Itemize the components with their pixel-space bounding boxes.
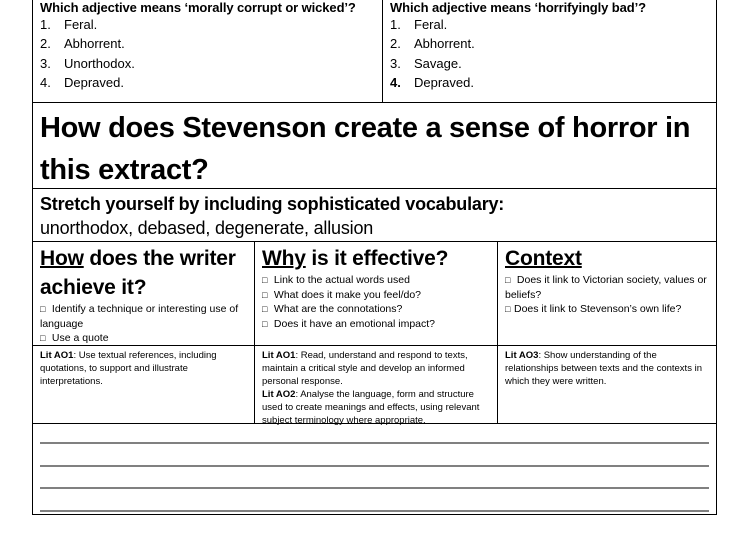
column-heading	[505, 244, 710, 273]
quiz-option[interactable]	[40, 15, 382, 34]
option-text: Feral.	[414, 17, 448, 32]
writing-area[interactable]	[33, 424, 716, 514]
quiz-option[interactable]	[40, 34, 382, 53]
context-column	[498, 242, 716, 345]
option-number: 3.	[40, 55, 51, 71]
ao-label: Lit AO1	[40, 350, 74, 361]
title-row	[33, 103, 716, 189]
column-heading	[262, 244, 491, 273]
bullet-text: What are the connotations?	[273, 303, 403, 316]
how-column	[33, 242, 255, 345]
ao-item	[262, 388, 491, 427]
bullet-text: What does it make you feel/do?	[273, 288, 422, 301]
option-number: 4.	[40, 74, 51, 90]
checkbox-icon: □	[40, 304, 46, 314]
ao-item	[505, 348, 710, 388]
bullet-list	[40, 302, 248, 346]
bullet-list	[262, 273, 491, 331]
option-number: 4.	[390, 74, 401, 90]
ao-cell-how	[33, 346, 255, 423]
bullet-list	[505, 273, 710, 317]
ao-item	[40, 348, 248, 388]
assessment-objectives-row	[33, 346, 716, 424]
stretch-heading: Stretch yourself by including sophisticated vocabulary:	[40, 194, 505, 214]
checkbox-icon: □	[505, 304, 511, 315]
heading-rest: is it effective?	[305, 247, 449, 270]
bullet-text: Does it link to Victorian society, values or beliefs?	[505, 274, 707, 301]
bullet-item	[262, 288, 491, 303]
option-text: Savage.	[414, 55, 462, 71]
checkbox-icon: □	[40, 333, 46, 344]
ao-cell-why	[255, 346, 498, 426]
why-column	[255, 242, 498, 345]
quiz-option[interactable]	[40, 54, 382, 73]
quiz-option[interactable]	[390, 34, 716, 53]
bullet-text: Use a quote	[51, 332, 109, 345]
bullet-item	[505, 302, 710, 317]
quiz-options	[390, 15, 716, 92]
bullet-text: Does it link to Stevenson’s own life?	[514, 303, 682, 316]
quiz-option[interactable]	[390, 73, 716, 92]
quiz-options	[40, 15, 382, 92]
quiz-question-2	[383, 0, 716, 102]
quiz-option[interactable]	[390, 54, 716, 73]
option-number: 1.	[390, 17, 401, 32]
option-number: 1.	[40, 17, 51, 32]
writing-line	[40, 442, 709, 444]
stretch-row	[33, 189, 716, 242]
stretch-vocabulary: unorthodox, debased, degenerate, allusion	[40, 218, 374, 238]
ao-label: Lit AO3	[505, 350, 539, 361]
bullet-text: Does it have an emotional impact?	[273, 317, 436, 330]
option-number: 3.	[390, 55, 401, 71]
bullet-item	[262, 317, 491, 332]
bullet-item	[262, 302, 491, 317]
ao-description: : Show understanding of the relationships between texts and the contexts in which they were written.	[505, 350, 702, 387]
heading-rest: does the writer achieve it?	[40, 247, 236, 299]
checkbox-icon: □	[262, 318, 268, 329]
option-text: Feral.	[64, 17, 98, 32]
ao-description: : Analyse the language, form and structure used to create meanings and effects, using relevant subject terminology where appropriate.	[262, 389, 480, 426]
option-number: 2.	[390, 36, 401, 52]
ao-label: Lit AO2	[262, 389, 296, 400]
bullet-item	[262, 273, 491, 288]
option-number: 2.	[40, 36, 51, 52]
heading-underlined: How	[40, 247, 84, 270]
option-text: Depraved.	[64, 74, 124, 90]
column-heading	[40, 244, 248, 302]
quiz-question-text: Which adjective means ‘morally corrupt or wicked’?	[40, 0, 356, 15]
guidance-row	[33, 242, 716, 346]
bullet-item	[505, 273, 710, 302]
quiz-option[interactable]	[40, 73, 382, 92]
ao-description: : Use textual references, including quotations, to support and illustrate interpretations.	[40, 350, 217, 387]
checkbox-icon: □	[262, 304, 268, 315]
page-title: How does Stevenson create a sense of horror in this extract?	[40, 112, 691, 186]
ao-label: Lit AO1	[262, 350, 296, 361]
quiz-question-1	[33, 0, 383, 102]
quiz-question-text: Which adjective means ‘horrifyingly bad’?	[390, 0, 646, 15]
quiz-option[interactable]	[390, 15, 716, 34]
bullet-item	[40, 331, 248, 346]
option-text: Abhorrent.	[64, 36, 125, 52]
bullet-text: Identify a technique or interesting use of language	[40, 303, 239, 330]
bullet-text: Link to the actual words used	[273, 274, 410, 286]
ao-description: : Read, understand and respond to texts, maintain a critical style and develop an informed personal response.	[262, 350, 468, 387]
quiz-row	[33, 0, 716, 103]
writing-line	[40, 487, 709, 489]
writing-line	[40, 465, 709, 467]
writing-line	[40, 510, 709, 512]
option-text: Depraved.	[414, 74, 474, 90]
checkbox-icon: □	[505, 275, 511, 285]
checkbox-icon: □	[262, 275, 268, 285]
option-text: Abhorrent.	[414, 36, 475, 52]
worksheet	[32, 0, 717, 515]
checkbox-icon: □	[262, 289, 268, 300]
ao-item	[262, 348, 491, 388]
option-text: Unorthodox.	[64, 55, 135, 71]
heading-underlined: Why	[262, 247, 306, 270]
ao-cell-context	[498, 346, 716, 423]
heading-underlined: Context	[505, 247, 582, 270]
bullet-item	[40, 302, 248, 331]
